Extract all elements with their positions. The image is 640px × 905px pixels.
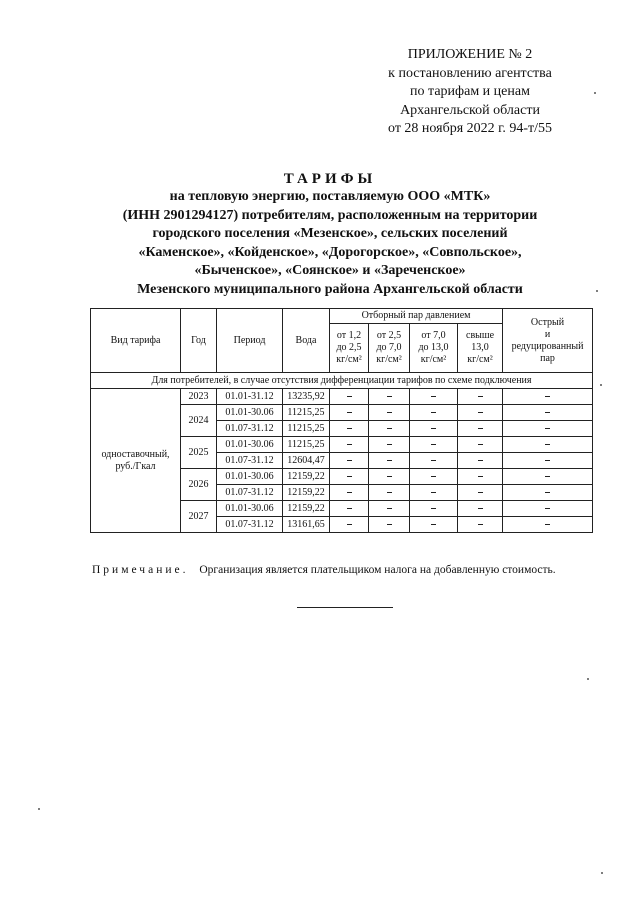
- dash-mark: [545, 492, 550, 493]
- header-steam-4: [458, 324, 503, 373]
- water-price-cell: 12159,22: [283, 501, 330, 517]
- appendix-line: ПРИЛОЖЕНИЕ № 2: [407, 47, 533, 62]
- empty-value-cell: [458, 437, 503, 453]
- tariff-type-line: руб./Гкал: [115, 460, 156, 472]
- empty-value-cell: [503, 501, 593, 517]
- header-steam-3: [410, 324, 458, 373]
- appendix-line: к постановлению агентства: [388, 65, 552, 81]
- header-water: Вода: [283, 309, 330, 373]
- scan-speck: [596, 290, 598, 292]
- dash-mark: [431, 412, 436, 413]
- water-price-cell: 12159,22: [283, 469, 330, 485]
- period-cell: 01.07-31.12: [217, 453, 283, 469]
- subtitle-line: городского поселения «Мезенское», сельских поселений: [152, 226, 508, 241]
- scan-speck: [600, 384, 602, 386]
- empty-value-cell: [330, 405, 369, 421]
- dash-mark: [347, 460, 352, 461]
- tariff-table: [90, 308, 593, 533]
- signature-line: [297, 607, 393, 608]
- dash-mark: [545, 444, 550, 445]
- header-line: кг/см²: [420, 354, 447, 365]
- empty-value-cell: [369, 485, 410, 501]
- water-price-cell: 12159,22: [283, 485, 330, 501]
- appendix-line: Архангельской области: [400, 102, 540, 118]
- empty-value-cell: [458, 421, 503, 437]
- empty-value-cell: [330, 501, 369, 517]
- dash-mark: [478, 412, 483, 413]
- dash-mark: [347, 508, 352, 509]
- dash-mark: [387, 476, 392, 477]
- header-steam-1: [330, 324, 369, 373]
- water-price-cell: 12604,47: [283, 453, 330, 469]
- water-price-cell: 13161,65: [283, 517, 330, 533]
- period-cell: 01.01-30.06: [217, 437, 283, 453]
- empty-value-cell: [503, 389, 593, 405]
- header-line: кг/см²: [336, 354, 362, 365]
- empty-value-cell: [458, 453, 503, 469]
- dash-mark: [431, 476, 436, 477]
- dash-mark: [431, 444, 436, 445]
- header-line: от 2,5: [376, 330, 402, 341]
- dash-mark: [431, 492, 436, 493]
- header-year: Год: [181, 309, 217, 373]
- empty-value-cell: [330, 421, 369, 437]
- header-line: 13,0: [471, 342, 489, 353]
- dash-mark: [545, 508, 550, 509]
- year-cell: 2025: [181, 437, 217, 469]
- water-price-cell: 11215,25: [283, 421, 330, 437]
- dash-mark: [431, 396, 436, 397]
- dash-mark: [545, 460, 550, 461]
- dash-mark: [347, 524, 352, 525]
- section-note: Для потребителей, в случае отсутствия дифференциации тарифов по схеме подключения: [91, 373, 593, 389]
- header-line: до 2,5: [336, 342, 362, 353]
- empty-value-cell: [369, 453, 410, 469]
- year-cell: 2027: [181, 501, 217, 533]
- dash-mark: [478, 492, 483, 493]
- empty-value-cell: [369, 437, 410, 453]
- tariff-type-cell: [91, 389, 181, 533]
- header-line: от 7,0: [421, 330, 446, 341]
- empty-value-cell: [503, 437, 593, 453]
- year-cell: 2026: [181, 469, 217, 501]
- subtitle-line: (ИНН 2901294127) потребителям, расположенным на территории: [122, 207, 538, 223]
- dash-mark: [478, 460, 483, 461]
- dash-mark: [387, 524, 392, 525]
- empty-value-cell: [369, 421, 410, 437]
- empty-value-cell: [410, 421, 458, 437]
- header-line: редуцированный: [511, 340, 584, 352]
- header-line: от 1,2: [336, 330, 362, 341]
- empty-value-cell: [503, 469, 593, 485]
- empty-value-cell: [458, 501, 503, 517]
- tariff-type-line: одноставочный,: [101, 448, 170, 460]
- dash-mark: [347, 396, 352, 397]
- empty-value-cell: [410, 485, 458, 501]
- dash-mark: [478, 524, 483, 525]
- dash-mark: [431, 508, 436, 509]
- dash-mark: [431, 460, 436, 461]
- header-line: Острый: [530, 316, 565, 328]
- period-cell: 01.07-31.12: [217, 517, 283, 533]
- header-line: до 7,0: [376, 342, 402, 353]
- water-price-cell: 13235,92: [283, 389, 330, 405]
- dash-mark: [387, 412, 392, 413]
- footnote-text: Организация является плательщиком налога на добавленную стоимость.: [199, 564, 556, 576]
- dash-mark: [347, 428, 352, 429]
- scan-speck: [601, 872, 603, 874]
- water-price-cell: 11215,25: [283, 405, 330, 421]
- dash-mark: [387, 444, 392, 445]
- table-row: [91, 389, 593, 405]
- dash-mark: [478, 476, 483, 477]
- empty-value-cell: [458, 517, 503, 533]
- dash-mark: [387, 492, 392, 493]
- period-cell: 01.07-31.12: [217, 485, 283, 501]
- header-steam-group: Отборный пар давлением: [330, 309, 503, 324]
- water-price-cell: 11215,25: [283, 437, 330, 453]
- subtitle-line: «Каменское», «Койденское», «Дорогорское», «Совпольское»,: [138, 244, 522, 260]
- dash-mark: [478, 444, 483, 445]
- header-steam-2: [369, 324, 410, 373]
- dash-mark: [431, 428, 436, 429]
- subtitle-line: на тепловую энергию, поставляемую ООО «МТК»: [169, 189, 491, 204]
- scan-speck: [38, 808, 40, 810]
- dash-mark: [387, 508, 392, 509]
- empty-value-cell: [369, 469, 410, 485]
- dash-mark: [431, 524, 436, 525]
- dash-mark: [545, 428, 550, 429]
- header-line: пар: [540, 352, 555, 364]
- dash-mark: [545, 476, 550, 477]
- dash-mark: [545, 396, 550, 397]
- dash-mark: [387, 428, 392, 429]
- period-cell: 01.01-30.06: [217, 405, 283, 421]
- empty-value-cell: [330, 469, 369, 485]
- dash-mark: [387, 396, 392, 397]
- empty-value-cell: [410, 501, 458, 517]
- header-line: и: [544, 328, 551, 340]
- empty-value-cell: [503, 421, 593, 437]
- dash-mark: [545, 524, 550, 525]
- empty-value-cell: [410, 517, 458, 533]
- scan-speck: [587, 678, 589, 680]
- document-title: ТАРИФЫ: [283, 171, 377, 187]
- empty-value-cell: [330, 389, 369, 405]
- scan-speck: [594, 92, 596, 94]
- empty-value-cell: [410, 405, 458, 421]
- period-cell: 01.01-30.06: [217, 469, 283, 485]
- empty-value-cell: [458, 389, 503, 405]
- year-cell: 2023: [181, 389, 217, 405]
- empty-value-cell: [369, 405, 410, 421]
- footnote-label: Примечание.: [92, 564, 189, 576]
- document-subtitle: [70, 188, 590, 299]
- empty-value-cell: [503, 517, 593, 533]
- empty-value-cell: [458, 405, 503, 421]
- appendix-line: от 28 ноября 2022 г. 94-т/55: [388, 121, 552, 136]
- year-cell: 2024: [181, 405, 217, 437]
- empty-value-cell: [503, 405, 593, 421]
- empty-value-cell: [369, 517, 410, 533]
- empty-value-cell: [330, 485, 369, 501]
- empty-value-cell: [503, 453, 593, 469]
- header-line: до 13,0: [418, 342, 449, 353]
- period-cell: 01.07-31.12: [217, 421, 283, 437]
- dash-mark: [347, 492, 352, 493]
- dash-mark: [545, 412, 550, 413]
- header-line: свыше: [466, 330, 495, 341]
- subtitle-line: «Быченское», «Соянское» и «Зареченское»: [194, 263, 466, 278]
- appendix-line: по тарифам и ценам: [410, 84, 530, 99]
- empty-value-cell: [369, 389, 410, 405]
- header-tariff-type: Вид тарифа: [91, 309, 181, 373]
- dash-mark: [347, 444, 352, 445]
- appendix-header: [360, 46, 580, 139]
- empty-value-cell: [410, 469, 458, 485]
- empty-value-cell: [330, 517, 369, 533]
- dash-mark: [347, 476, 352, 477]
- header-line: кг/см²: [467, 354, 493, 365]
- empty-value-cell: [369, 501, 410, 517]
- period-cell: 01.01-31.12: [217, 389, 283, 405]
- dash-mark: [478, 396, 483, 397]
- footnote: [92, 564, 556, 576]
- dash-mark: [347, 412, 352, 413]
- empty-value-cell: [330, 453, 369, 469]
- empty-value-cell: [458, 485, 503, 501]
- header-period: Период: [217, 309, 283, 373]
- period-cell: 01.01-30.06: [217, 501, 283, 517]
- empty-value-cell: [410, 453, 458, 469]
- title-block: [70, 170, 590, 299]
- header-line: кг/см²: [376, 354, 402, 365]
- dash-mark: [478, 508, 483, 509]
- empty-value-cell: [410, 437, 458, 453]
- empty-value-cell: [410, 389, 458, 405]
- dash-mark: [478, 428, 483, 429]
- header-sharp-steam: [503, 309, 593, 373]
- empty-value-cell: [503, 485, 593, 501]
- empty-value-cell: [458, 469, 503, 485]
- dash-mark: [387, 460, 392, 461]
- subtitle-line: Мезенского муниципального района Архангельской области: [137, 281, 523, 297]
- empty-value-cell: [330, 437, 369, 453]
